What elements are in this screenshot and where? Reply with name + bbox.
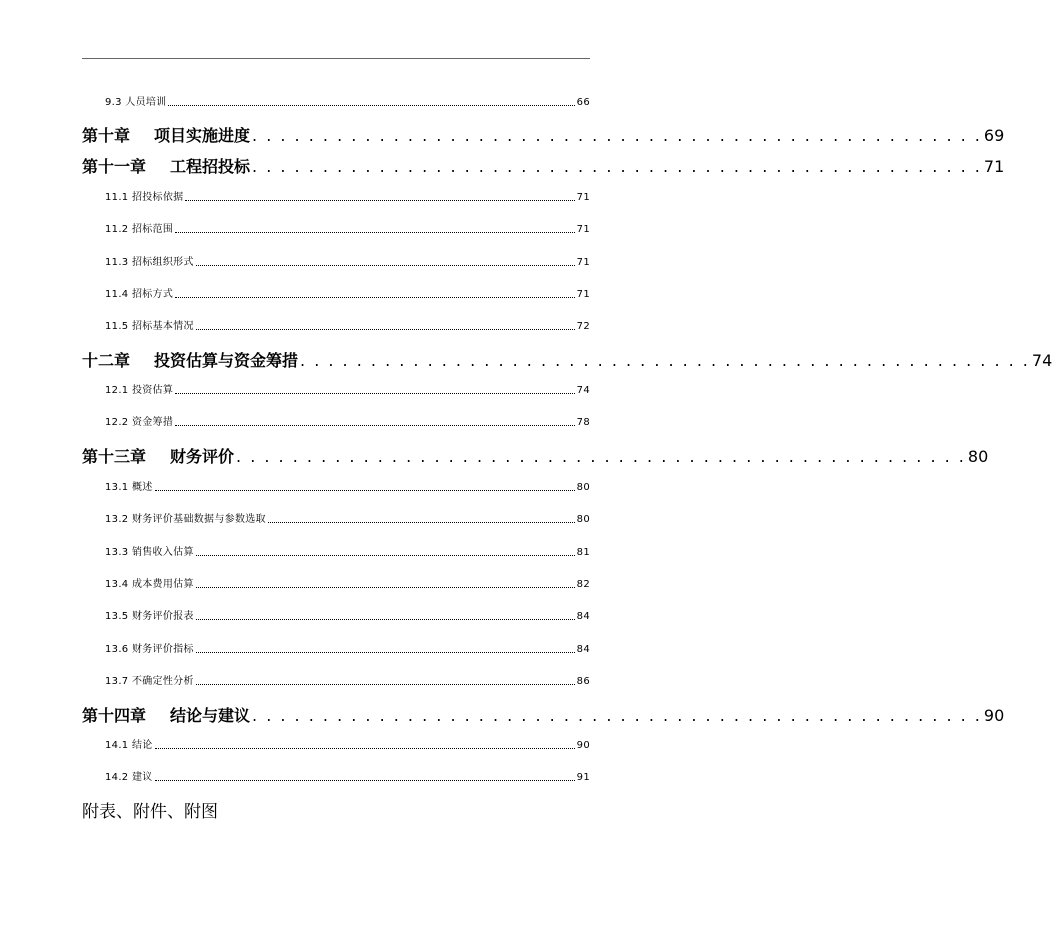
toc-entry-page: 71 <box>576 289 590 300</box>
dot-leader <box>175 296 575 298</box>
toc-entry-page: 74 <box>576 385 590 396</box>
dot-leader: . . . . . . . . . . . . . . . . . . . . . . . . . . . . . . . . . . . . . . . . . . . . . . . . . . . . <box>236 447 966 466</box>
chapter-page: 80 <box>967 447 989 466</box>
dot-leader: . . . . . . . . . . . . . . . . . . . . . . . . . . . . . . . . . . . . . . . . . . . . . . . . . . . . <box>300 351 1030 370</box>
toc-chapter-11[interactable] <box>82 154 1005 177</box>
chapter-page: 90 <box>983 706 1005 725</box>
toc-entry-page: 84 <box>576 611 590 622</box>
toc-entry-13-2[interactable] <box>105 510 590 525</box>
toc-entry-label: 13.1 概述 <box>105 482 153 493</box>
toc-entry-page: 80 <box>576 482 590 493</box>
toc-entry-page: 71 <box>576 192 590 203</box>
chapter-title: 投资估算与资金筹措 <box>154 351 299 370</box>
toc-entry-page: 71 <box>576 224 590 235</box>
chapter-number: 十二章 <box>82 351 131 370</box>
toc-entry-label: 13.4 成本费用估算 <box>105 579 194 590</box>
toc-entry-13-4[interactable] <box>105 575 590 590</box>
toc-entry-label: 11.1 招投标依据 <box>105 192 184 203</box>
toc-entry-page: 81 <box>576 547 590 558</box>
dot-leader <box>168 104 574 106</box>
dot-leader <box>196 651 575 653</box>
dot-leader <box>196 264 575 266</box>
toc-entry-label: 12.2 资金筹措 <box>105 417 174 428</box>
toc-entry-14-2[interactable] <box>105 768 590 783</box>
toc-entry-14-1[interactable] <box>105 736 590 751</box>
dot-leader <box>175 424 575 426</box>
chapter-title: 项目实施进度 <box>154 126 251 145</box>
dot-leader <box>175 231 575 233</box>
toc-entry-page: 66 <box>576 97 590 108</box>
chapter-number: 第十章 <box>82 126 131 145</box>
toc-entry-page: 86 <box>576 676 590 687</box>
toc-entry-label: 11.3 招标组织形式 <box>105 257 194 268</box>
dot-leader: . . . . . . . . . . . . . . . . . . . . . . . . . . . . . . . . . . . . . . . . . . . . . . . . . . . . <box>252 706 982 725</box>
toc-entry-label: 11.2 招标范围 <box>105 224 174 235</box>
toc-entry-12-2[interactable] <box>105 413 590 428</box>
toc-entry-label: 14.2 建议 <box>105 772 153 783</box>
dot-leader <box>155 779 575 781</box>
toc-entry-page: 80 <box>576 514 590 525</box>
toc-entry-11-2[interactable] <box>105 220 590 235</box>
chapter-number: 第十三章 <box>82 447 147 466</box>
toc-entry-label: 13.2 财务评价基础数据与参数选取 <box>105 514 266 525</box>
toc-entry-label: 12.1 投资估算 <box>105 385 174 396</box>
toc-chapter-10[interactable] <box>82 123 1005 146</box>
toc-entry-12-1[interactable] <box>105 381 590 396</box>
chapter-title: 结论与建议 <box>170 706 251 725</box>
dot-leader: . . . . . . . . . . . . . . . . . . . . . . . . . . . . . . . . . . . . . . . . . . . . . . . . . . . . <box>252 126 982 145</box>
toc-chapter-14[interactable] <box>82 703 1005 726</box>
dot-leader: . . . . . . . . . . . . . . . . . . . . . . . . . . . . . . . . . . . . . . . . . . . . . . . . . . . . <box>252 157 982 176</box>
toc-entry-label: 11.5 招标基本情况 <box>105 321 194 332</box>
toc-entry-11-5[interactable] <box>105 317 590 332</box>
dot-leader <box>196 618 575 620</box>
toc-entry-13-5[interactable] <box>105 607 590 622</box>
toc-entry-label: 13.5 财务评价报表 <box>105 611 194 622</box>
toc-entry-page: 90 <box>576 740 590 751</box>
dot-leader <box>196 586 575 588</box>
toc-entry-13-6[interactable] <box>105 640 590 655</box>
dot-leader <box>185 199 574 201</box>
toc-entry-page: 82 <box>576 579 590 590</box>
toc-entry-label: 14.1 结论 <box>105 740 153 751</box>
dot-leader <box>196 328 575 330</box>
toc-entry-11-4[interactable] <box>105 285 590 300</box>
toc-entry-page: 84 <box>576 644 590 655</box>
chapter-page: 71 <box>983 157 1005 176</box>
toc-entry-13-7[interactable] <box>105 672 590 687</box>
appendix-heading[interactable]: 附表、附件、附图 <box>82 802 218 822</box>
dot-leader <box>196 683 575 685</box>
dot-leader <box>155 489 575 491</box>
chapter-number: 第十四章 <box>82 706 147 725</box>
toc-chapter-12[interactable] <box>82 348 1052 371</box>
toc-entry-label: 13.3 销售收入估算 <box>105 547 194 558</box>
dot-leader <box>268 521 575 523</box>
toc-chapter-13[interactable] <box>82 444 989 467</box>
toc-entry-label: 13.6 财务评价指标 <box>105 644 194 655</box>
chapter-page: 69 <box>983 126 1005 145</box>
toc-entry-11-3[interactable] <box>105 253 590 268</box>
chapter-title: 工程招投标 <box>170 157 251 176</box>
toc-entry-page: 78 <box>576 417 590 428</box>
dot-leader <box>175 392 575 394</box>
toc-entry-page: 91 <box>576 772 590 783</box>
toc-entry-page: 71 <box>576 257 590 268</box>
toc-entry-label: 9.3 人员培训 <box>105 97 167 108</box>
dot-leader <box>155 747 575 749</box>
chapter-title: 财务评价 <box>170 447 235 466</box>
toc-entry-label: 13.7 不确定性分析 <box>105 676 194 687</box>
chapter-number: 第十一章 <box>82 157 147 176</box>
dot-leader <box>196 554 575 556</box>
toc-entry-11-1[interactable] <box>105 188 590 203</box>
toc-entry-13-1[interactable] <box>105 478 590 493</box>
toc-entry-13-3[interactable] <box>105 543 590 558</box>
toc-entry-page: 72 <box>576 321 590 332</box>
toc-entry-label: 11.4 招标方式 <box>105 289 174 300</box>
toc-entry-9-3[interactable] <box>105 93 590 108</box>
chapter-page: 74 <box>1031 351 1052 370</box>
